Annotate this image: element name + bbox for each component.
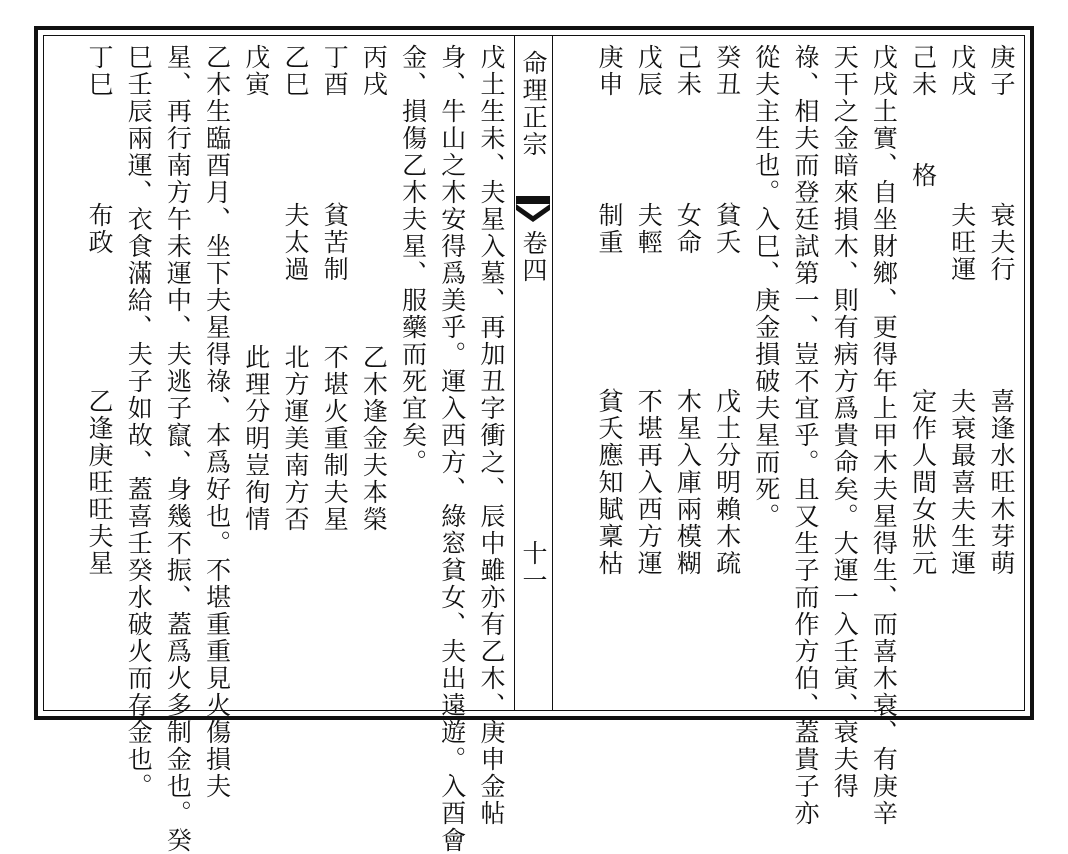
text-segment: 戊辰 [634, 44, 664, 98]
text-segment: 衰夫行 [987, 202, 1016, 283]
text-column [866, 44, 900, 827]
text-segment: 不堪再入西方運 [634, 388, 664, 577]
text-segment: 夫輕 [634, 202, 664, 256]
text-column [984, 44, 1018, 704]
text-column [749, 44, 783, 704]
text-segment: 貧苦制 [320, 202, 350, 283]
text-segment: 戊土分明賴木疏 [712, 388, 742, 577]
text-column [317, 44, 351, 704]
text-segment: 夫太過 [281, 202, 310, 283]
text-column [121, 44, 155, 800]
spine-left-rule [514, 35, 515, 711]
text-segment: 格 [908, 162, 938, 189]
text-segment: 丁酉 [320, 44, 350, 98]
text-column [474, 44, 508, 827]
text-segment: 戊戌土實、自坐財鄉、更得年上甲木夫星得生、而喜木衰、有庚辛 [869, 44, 899, 827]
text-segment: 戊土生未、夫星入墓、再加丑字衝之、辰中雖亦有乙木、庚申金帖 [477, 44, 506, 827]
text-segment: 天干之金暗來損木、則有病方爲貴命矣。大運一入壬寅、衰夫得 [830, 44, 860, 800]
text-segment: 金、損傷乙木夫星、服藥而死宜矣。 [398, 44, 428, 476]
text-segment: 夫旺運 [947, 202, 977, 283]
text-segment: 丁巳 [85, 44, 114, 98]
text-column [710, 44, 744, 704]
text-column [788, 44, 822, 827]
text-column [278, 44, 312, 704]
text-segment: 喜逢水旺木芽萌 [987, 388, 1016, 577]
text-column [945, 44, 979, 704]
text-segment: 乙木逢金夫本榮 [359, 344, 389, 533]
text-segment: 乙木生臨酉月、坐下夫星得祿、本爲好也。不堪重重見火傷損夫 [202, 44, 232, 800]
text-segment: 庚申 [595, 44, 624, 98]
text-column [631, 44, 665, 704]
fishtail-ornament-icon [516, 196, 550, 226]
text-segment: 此理分明豈徇情 [241, 344, 271, 533]
spine-right-rule [552, 35, 553, 711]
text-segment: 貧夭 [712, 202, 742, 256]
text-segment: 身、牛山之木安得爲美乎。運入西方、綠窓貧女、夫出遠遊。入酉會 [437, 44, 467, 854]
text-segment: 木星入庫兩模糊 [673, 388, 703, 577]
text-segment: 星、再行南方午未運中、夫逃子竄、身幾不振、蓋爲火多制金也。癸 [163, 44, 193, 854]
text-segment: 貧夭應知賦稟枯 [595, 388, 624, 577]
text-column [356, 44, 390, 704]
volume-label: 卷四 [519, 230, 548, 284]
text-column [592, 44, 626, 704]
text-column [906, 44, 940, 704]
text-column [239, 44, 273, 704]
text-column [827, 44, 861, 800]
text-segment: 戊寅 [241, 44, 271, 98]
text-column [396, 44, 430, 704]
text-column [200, 44, 234, 800]
text-segment: 祿、相夫而登廷試第一、豈不宜乎。且又生子而作方伯、蓋貴子亦 [791, 44, 820, 827]
text-segment: 乙逢庚旺旺夫星 [85, 388, 114, 577]
text-segment: 戊戌 [947, 44, 977, 98]
text-column [670, 44, 704, 704]
text-segment: 布政 [85, 202, 114, 256]
text-segment: 巳壬辰兩運、衣食滿給、夫子如故、蓋喜壬癸水破火而存金也。 [124, 44, 154, 800]
page-number: 十一 [519, 540, 548, 594]
text-segment: 不堪火重制夫星 [320, 344, 350, 533]
text-segment: 己未 [908, 44, 938, 98]
text-column [160, 44, 194, 854]
text-segment: 制重 [595, 202, 624, 256]
text-segment: 乙巳 [281, 44, 310, 98]
text-segment: 癸丑 [712, 44, 742, 98]
text-segment: 定作人間女狀元 [908, 388, 938, 577]
book-title: 命理正宗 [519, 50, 548, 158]
text-segment: 丙戌 [359, 44, 389, 98]
text-segment: 從夫主生也。入巳、庚金損破夫星而死。 [751, 44, 781, 530]
text-segment: 夫衰最喜夫生運 [947, 388, 977, 577]
text-segment: 庚子 [987, 44, 1016, 98]
text-segment: 己未 [673, 44, 703, 98]
text-segment: 女命 [673, 202, 703, 256]
text-column [82, 44, 116, 704]
text-column [435, 44, 469, 854]
text-segment: 北方運美南方否 [281, 344, 310, 533]
